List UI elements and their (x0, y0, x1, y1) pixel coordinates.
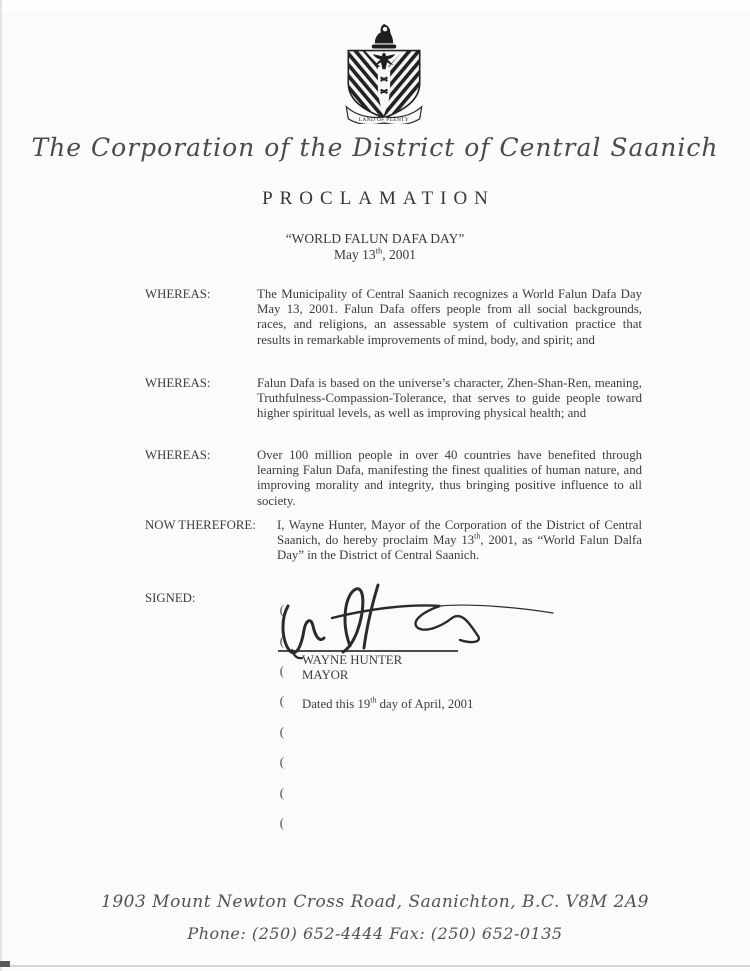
motto-text: LAND OF PLENTY (358, 116, 410, 123)
dated-text: day of April, 2001 (376, 697, 474, 711)
dated-text: Dated this 19 (302, 697, 371, 711)
proclamation-date (0, 247, 750, 263)
clause-label: WHEREAS: (145, 376, 211, 390)
clause-text (277, 518, 642, 564)
therefore-text: , 2001, as “World Falun Dalfa Day” in the District of Central Saanich. (277, 533, 642, 563)
date-ordinal: th (370, 695, 377, 705)
date-ordinal: th (474, 531, 481, 541)
whereas-clause-2 (145, 376, 642, 422)
crest-figure (375, 24, 393, 43)
footer-address: 1903 Mount Newton Cross Road, Saanichton, B.C. V8M 2A9 (101, 892, 649, 912)
clause-text: Falun Dafa is based on the universe’s character, Zhen-Shan-Ren, meaning, Truthfulness-Compassion-Tolerance, that serves to guide people toward higher spiritual levels, as well as improving physical health; and (257, 376, 642, 421)
bracket: ( (279, 816, 285, 831)
dated-line (302, 697, 473, 712)
date-year: , 2001 (382, 247, 416, 262)
now-therefore-clause (145, 518, 642, 564)
bracket: ( (279, 603, 285, 618)
scan-artifact (0, 961, 10, 967)
proclamation-subject: “WORLD FALUN DAFA DAY” (285, 231, 465, 246)
bracket: ( (279, 785, 285, 800)
organization-name: The Corporation of the District of Central Saanich (31, 133, 719, 162)
clause-label: WHEREAS: (145, 287, 211, 301)
whereas-clause-3 (145, 448, 642, 509)
date-ordinal: th (375, 246, 383, 256)
scan-edge-bottom (0, 965, 750, 967)
clause-text: Over 100 million people in over 40 countries have benefited through learning Falun Dafa, manifesting the finest qualities of human nature, and improving morality and integrity, thus bringing positive influence to all society. (257, 448, 642, 508)
date-text: May 13 (334, 247, 376, 262)
signed-label: SIGNED: (145, 591, 196, 605)
clause-text: The Municipality of Central Saanich recognizes a World Falun Dafa Day May 13, 2001. Falun Dafa offers people from all social backgrounds, races, and religions, an assessable system of cultivation practice that results in remarkable improvements of mind, body, and spirit; and (257, 287, 642, 347)
clause-label: WHEREAS: (145, 448, 211, 462)
whereas-clause-1 (145, 287, 642, 348)
bracket: ( (279, 664, 285, 679)
coat-of-arms-icon (338, 22, 430, 124)
bracket: ( (279, 724, 285, 739)
clause-label: NOW THEREFORE: (145, 518, 256, 532)
bracket: ( (279, 694, 285, 709)
bracket: ( (279, 633, 285, 648)
scan-edge-top (0, 0, 750, 12)
document-title: PROCLAMATION (262, 188, 495, 209)
bracket: ( (279, 755, 285, 770)
signatory-name: WAYNE HUNTER (302, 653, 403, 667)
handwritten-signature (272, 580, 557, 662)
signatory-role: MAYOR (302, 668, 349, 682)
footer-phone-fax: Phone: (250) 652-4444 Fax: (250) 652-0135 (187, 924, 563, 943)
therefore-text: I, Wayne Hunter, Mayor of the Corporation of the District of Central Saanich, do hereby proclaim May 13 (277, 518, 642, 548)
